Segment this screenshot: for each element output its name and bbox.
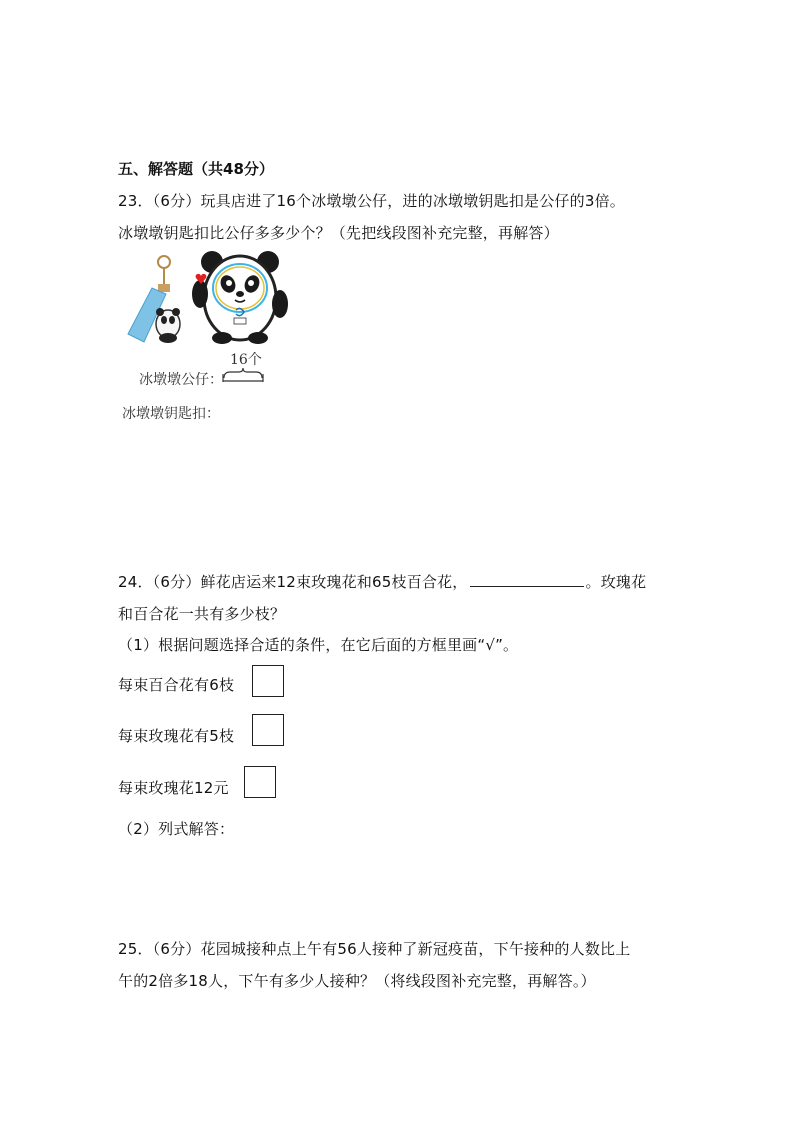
doll-label: 冰墩墩公仔： [139, 372, 223, 388]
option-2-checkbox[interactable] [252, 714, 284, 746]
q23-line2: 冰墩墩钥匙扣比公仔多多少个？（先把线段图补充完整，再解答） [118, 224, 559, 242]
option-1-label: 每束百合花有6枝 [118, 676, 235, 694]
q24-part2: （2）列式解答： [118, 820, 235, 838]
answer-blank[interactable] [470, 572, 584, 587]
doll-segment-line [222, 373, 264, 383]
bing-dwen-dwen-doll-image [192, 248, 288, 346]
section-title: 五、解答题（共48分） [118, 160, 274, 178]
option-3-checkbox[interactable] [244, 766, 276, 798]
option-3-label: 每束玫瑰花12元 [118, 779, 229, 797]
q23-line1: 23．（6分）玩具店进了16个冰墩墩公仔，进的冰墩墩钥匙扣是公仔的3倍。 [118, 192, 625, 210]
q24-line1-tail: 。玫瑰花 [585, 573, 647, 591]
q24-line1 [118, 571, 646, 592]
keychain-label: 冰墩墩钥匙扣： [122, 406, 220, 422]
q25-line2: 午的2倍多18人，下午有多少人接种？（将线段图补充完整，再解答。） [118, 972, 596, 990]
option-2-label: 每束玫瑰花有5枝 [118, 727, 235, 745]
option-1-checkbox[interactable] [252, 665, 284, 697]
count-label: 16个 [230, 352, 262, 368]
q25-line1: 25．（6分）花园城接种点上午有56人接种了新冠疫苗，下午接种的人数比上 [118, 940, 631, 958]
q24-line1-text: 24．（6分）鲜花店运来12束玫瑰花和65枝百合花， [118, 573, 468, 591]
bing-dwen-dwen-keychain-image [122, 254, 192, 346]
q24-part1: （1）根据问题选择合适的条件，在它后面的方框里画“√”。 [118, 636, 519, 654]
q24-line2: 和百合花一共有多少枝？ [118, 605, 286, 623]
